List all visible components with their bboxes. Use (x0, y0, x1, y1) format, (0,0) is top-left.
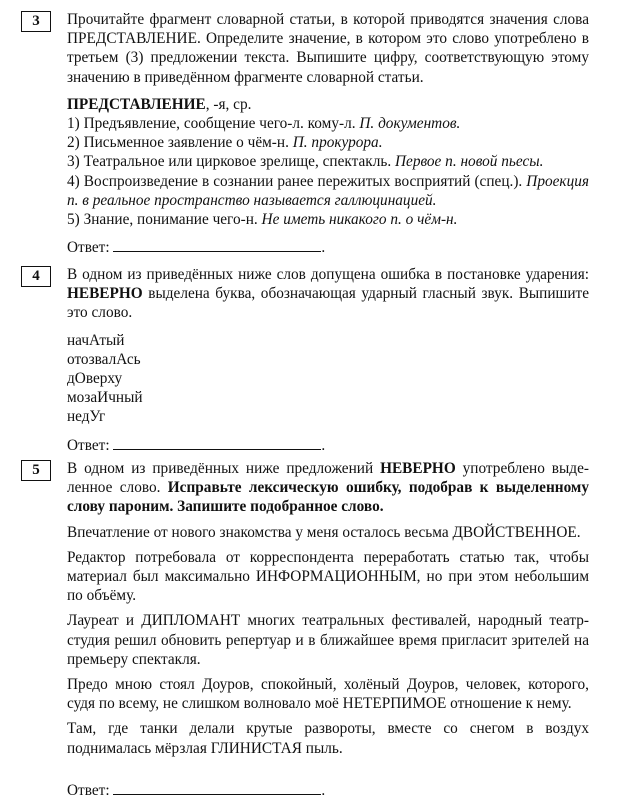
meaning-4: 4) Воспроизведение в сознании ранее пережитых восприятий (спец.). Проекция п. в реальное пространство называется галлюцинацией. (67, 172, 589, 209)
answer-blank[interactable] (113, 237, 321, 252)
word-2: отозвалАсь (67, 350, 141, 368)
task-5-instruction: В одном из приведённых ниже предложений НЕВЕРНО употреблено выделенное слово. Исправьте лексическую ошибку, подобрав к выделенному слову пароним. Запишите подобранное слово. (67, 460, 589, 516)
task-4-answer: Ответ: . (67, 436, 326, 454)
task-4-instruction: В одном из приведённых ниже слов допущена ошибка в постановке ударения: НЕВЕРНО выделена буква, обозначающая ударный гласный звук. Выпишите это слово. (67, 266, 589, 322)
task-4-content (67, 265, 589, 455)
sentence-2: Редактор потребовала от корреспондента переработать статью так, чтобы материал был максимально ИНФОРМАЦИОННЫМ, но при этом небольшим по объёму. (67, 548, 589, 605)
answer-label: Ответ: (67, 239, 110, 257)
task-3-content (67, 10, 589, 257)
sentence-5: Там, где танки делали крутые развороты, вместе со снегом в воздух поднималась мёрзлая ГЛИНИСТАЯ пыль. (67, 720, 589, 757)
word-4: мозаИчный (67, 389, 143, 407)
task-number-4: 4 (21, 266, 51, 287)
task-3-instruction: Прочитайте фрагмент словарной статьи, в которой приводятся значения слова ПРЕДСТАВЛЕНИЕ. Определите значение, в котором это слово употреблено в третьем (3) предложении текста. Выпишите цифру, соответствующую этому значению в приведённом фрагменте словарной статьи. (67, 11, 589, 86)
meaning-2: 2) Письменное заявление о чём-н. П. прокурора. (67, 134, 383, 152)
word-3: дОверху (67, 370, 123, 388)
meaning-1: 1) Предъявление, сообщение чего-л. кому-л. П. документов. (67, 115, 461, 133)
answer-blank[interactable] (113, 780, 321, 795)
task-number-3: 3 (21, 11, 51, 32)
task-number-5: 5 (21, 460, 51, 481)
answer-label: Ответ: (67, 436, 110, 454)
sentence-4: Предо мною стоял Доуров, спокойный, холёный Доуров, человек, которого, судя по всему, не слишком волновало моё НЕТЕРПИМОЕ отношение к нему. (67, 676, 589, 713)
headword-grammar: , -я, ср. (205, 95, 252, 113)
answer-blank[interactable] (113, 435, 321, 450)
meaning-3: 3) Театральное или цирковое зрелище, спектакль. Первое п. новой пьесы. (67, 153, 544, 171)
headword: ПРЕДСТАВЛЕНИЕ (67, 95, 206, 113)
task-5-content (67, 459, 589, 800)
task-5-answer: Ответ: . (67, 781, 326, 799)
answer-label: Ответ: (67, 781, 110, 799)
word-5: недУг (67, 408, 106, 426)
task-3-answer: Ответ: . (67, 239, 326, 257)
word-1: начАтый (67, 331, 125, 349)
meaning-5: 5) Знание, понимание чего-н. Не иметь никакого п. о чём-н. (67, 211, 458, 229)
sentence-3: Лауреат и ДИПЛОМАНТ многих театральных фестивалей, народный театр-студия решил обновить репертуар и в ближайшее время пригласит зрителей на премьеру спектакля. (67, 612, 589, 668)
sentence-1: Впечатление от нового знакомства у меня осталось весьма ДВОЙСТВЕННОЕ. (67, 523, 581, 541)
dictionary-entry-head (67, 95, 589, 114)
